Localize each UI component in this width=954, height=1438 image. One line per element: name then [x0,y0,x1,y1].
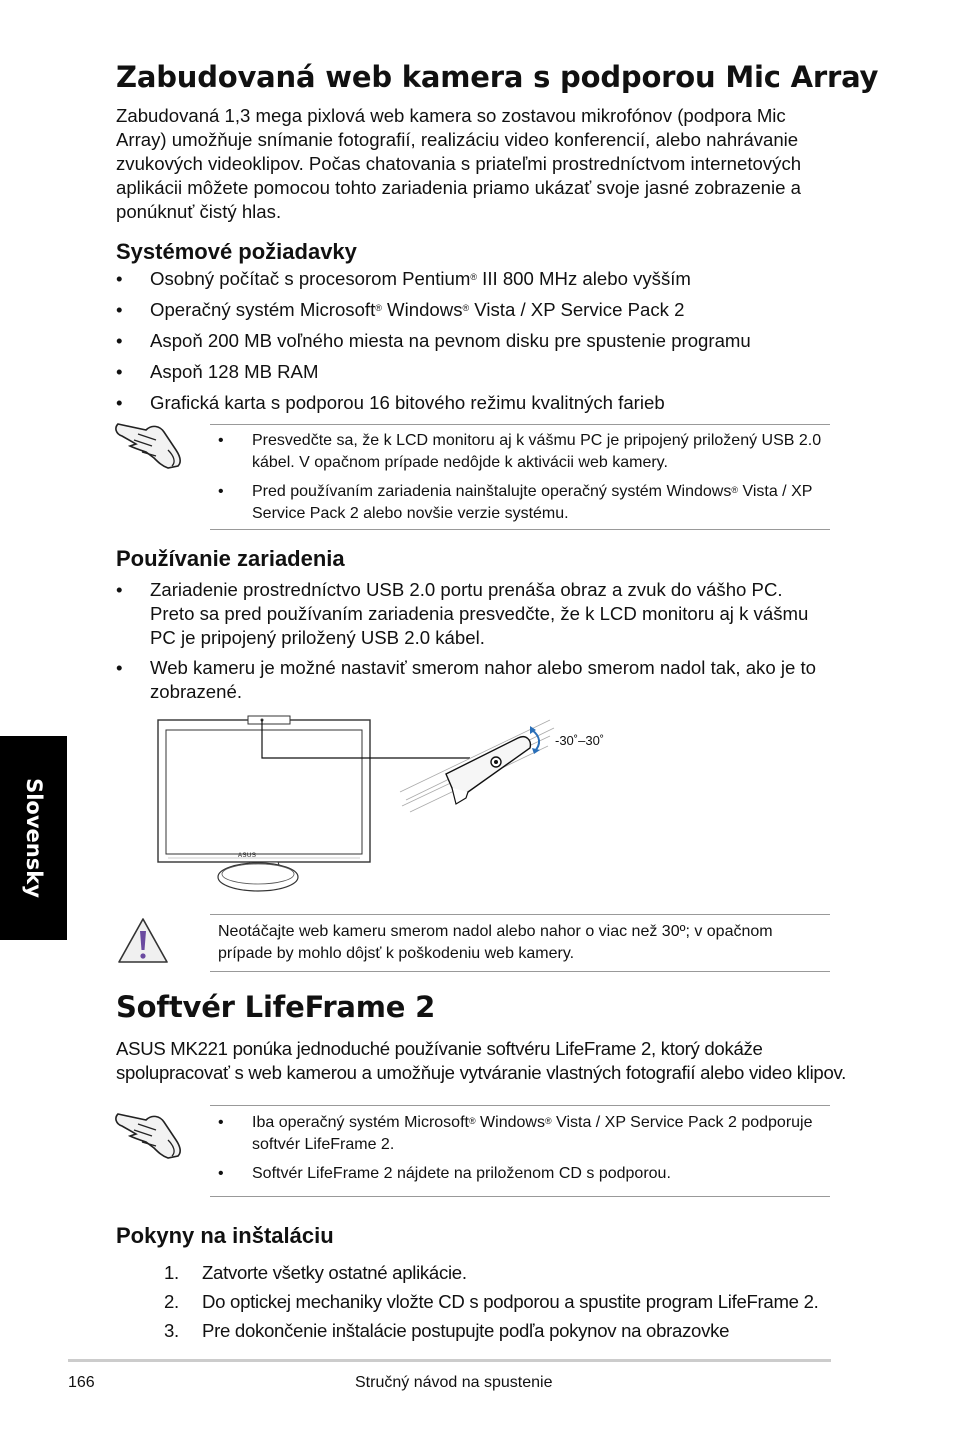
list-item: 3. Pre dokončenie inštalácie postupujte podľa pokynov na obrazovke [164,1320,730,1341]
language-tab-label: Slovensky [21,778,46,898]
list-item: 1. Zatvorte všetky ostatné aplikácie. [164,1262,467,1283]
list-item: • Zariadenie prostredníctvo USB 2.0 portu prenáša obraz a zvuk do vášho PC. Preto sa pred používaním zariadenia presvedčte, že k LCD monitoru aj k vášmu PC je pripojený priložený USB 2.0 kábel. [116,578,831,650]
hand-note-icon [112,1104,188,1165]
section-title-webcam: Zabudovaná web kamera s podporou Mic Array [116,60,879,94]
usage-title: Používanie zariadenia [116,546,345,571]
list-item: • Pred používaním zariadenia nainštalujte operačný systém Windows® Vista / XP Service Pack 2 alebo novšie verzie systému. [218,481,823,525]
lifeframe-intro: ASUS MK221 ponúka jednoduché používanie softvéru LifeFrame 2, ktorý dokáže spolupracovať s web kamerou a umožňuje vytváranie vlastných fotografií alebo video klipov. [116,1038,846,1083]
warning-text: Neotáčajte web kameru smerom nadol alebo nahor o viac než 30º; v opačnom prípade by mohlo dôjsť k poškodeniu web kamery. [218,923,773,962]
list-item: • Web kameru je možné nastaviť smerom nahor alebo smerom nadol tak, ako je to zobrazené. [116,656,831,704]
webcam-figure [150,712,630,898]
warning-box [210,914,830,972]
note-box [210,1105,830,1197]
list-item: • Presvedčte sa, že k LCD monitoru aj k vášmu PC je pripojený priložený USB 2.0 kábel. V opačnom prípade nedôjde k aktivácii web kamery. [218,430,823,474]
angle-label: -30˚–30˚ [555,733,605,748]
install-steps [164,1261,844,1348]
install-title: Pokyny na inštaláciu [116,1223,334,1248]
list-item: • Aspoň 128 MB RAM [116,360,831,384]
warning-icon [116,916,170,971]
page-number: 166 [68,1374,95,1391]
language-tab [0,736,67,940]
monitor-brand: ASUS [238,853,257,859]
list-item: • Softvér LifeFrame 2 nájdete na priloženom CD s podporou. [218,1163,823,1185]
list-item: 2. Do optickej mechaniky vložte CD s podporou a spustite program LifeFrame 2. [164,1291,819,1312]
list-item: • Operačný systém Microsoft® Windows® Vista / XP Service Pack 2 [116,298,831,322]
footer-title: Stručný návod na spustenie [355,1374,553,1391]
list-item: • Iba operačný systém Microsoft® Windows® Vista / XP Service Pack 2 podporuje softvér LifeFrame 2. [218,1112,823,1156]
hand-note-icon [112,414,188,475]
note-list [218,1112,823,1185]
list-item: • Grafická karta s podporou 16 bitového režimu kvalitných farieb [116,391,831,415]
section-title-lifeframe: Softvér LifeFrame 2 [116,990,436,1024]
usage-list [116,578,831,704]
footer-divider [68,1359,831,1362]
note-box [210,424,830,530]
requirements-title: Systémové požiadavky [116,239,357,264]
requirements-list [116,267,831,415]
list-item: • Aspoň 200 MB voľného miesta na pevnom disku pre spustenie programu [116,329,831,353]
note-list [218,430,823,525]
list-item: • Osobný počítač s procesorom Pentium® III 800 MHz alebo vyšším [116,267,831,291]
webcam-intro: Zabudovaná 1,3 mega pixlová web kamera so zostavou mikrofónov (podpora Mic Array) umožňuje snímanie fotografií, realizáciu video konferencií, alebo nahrávanie zvukových videoklipov. Počas chatovania s priateľmi prostredníctvom internetových aplikácii môžete pomocou tohto zariadenia priamo ukázať svoje jasné zobrazenie a ponúknuť čistý hlas. [116,105,802,222]
